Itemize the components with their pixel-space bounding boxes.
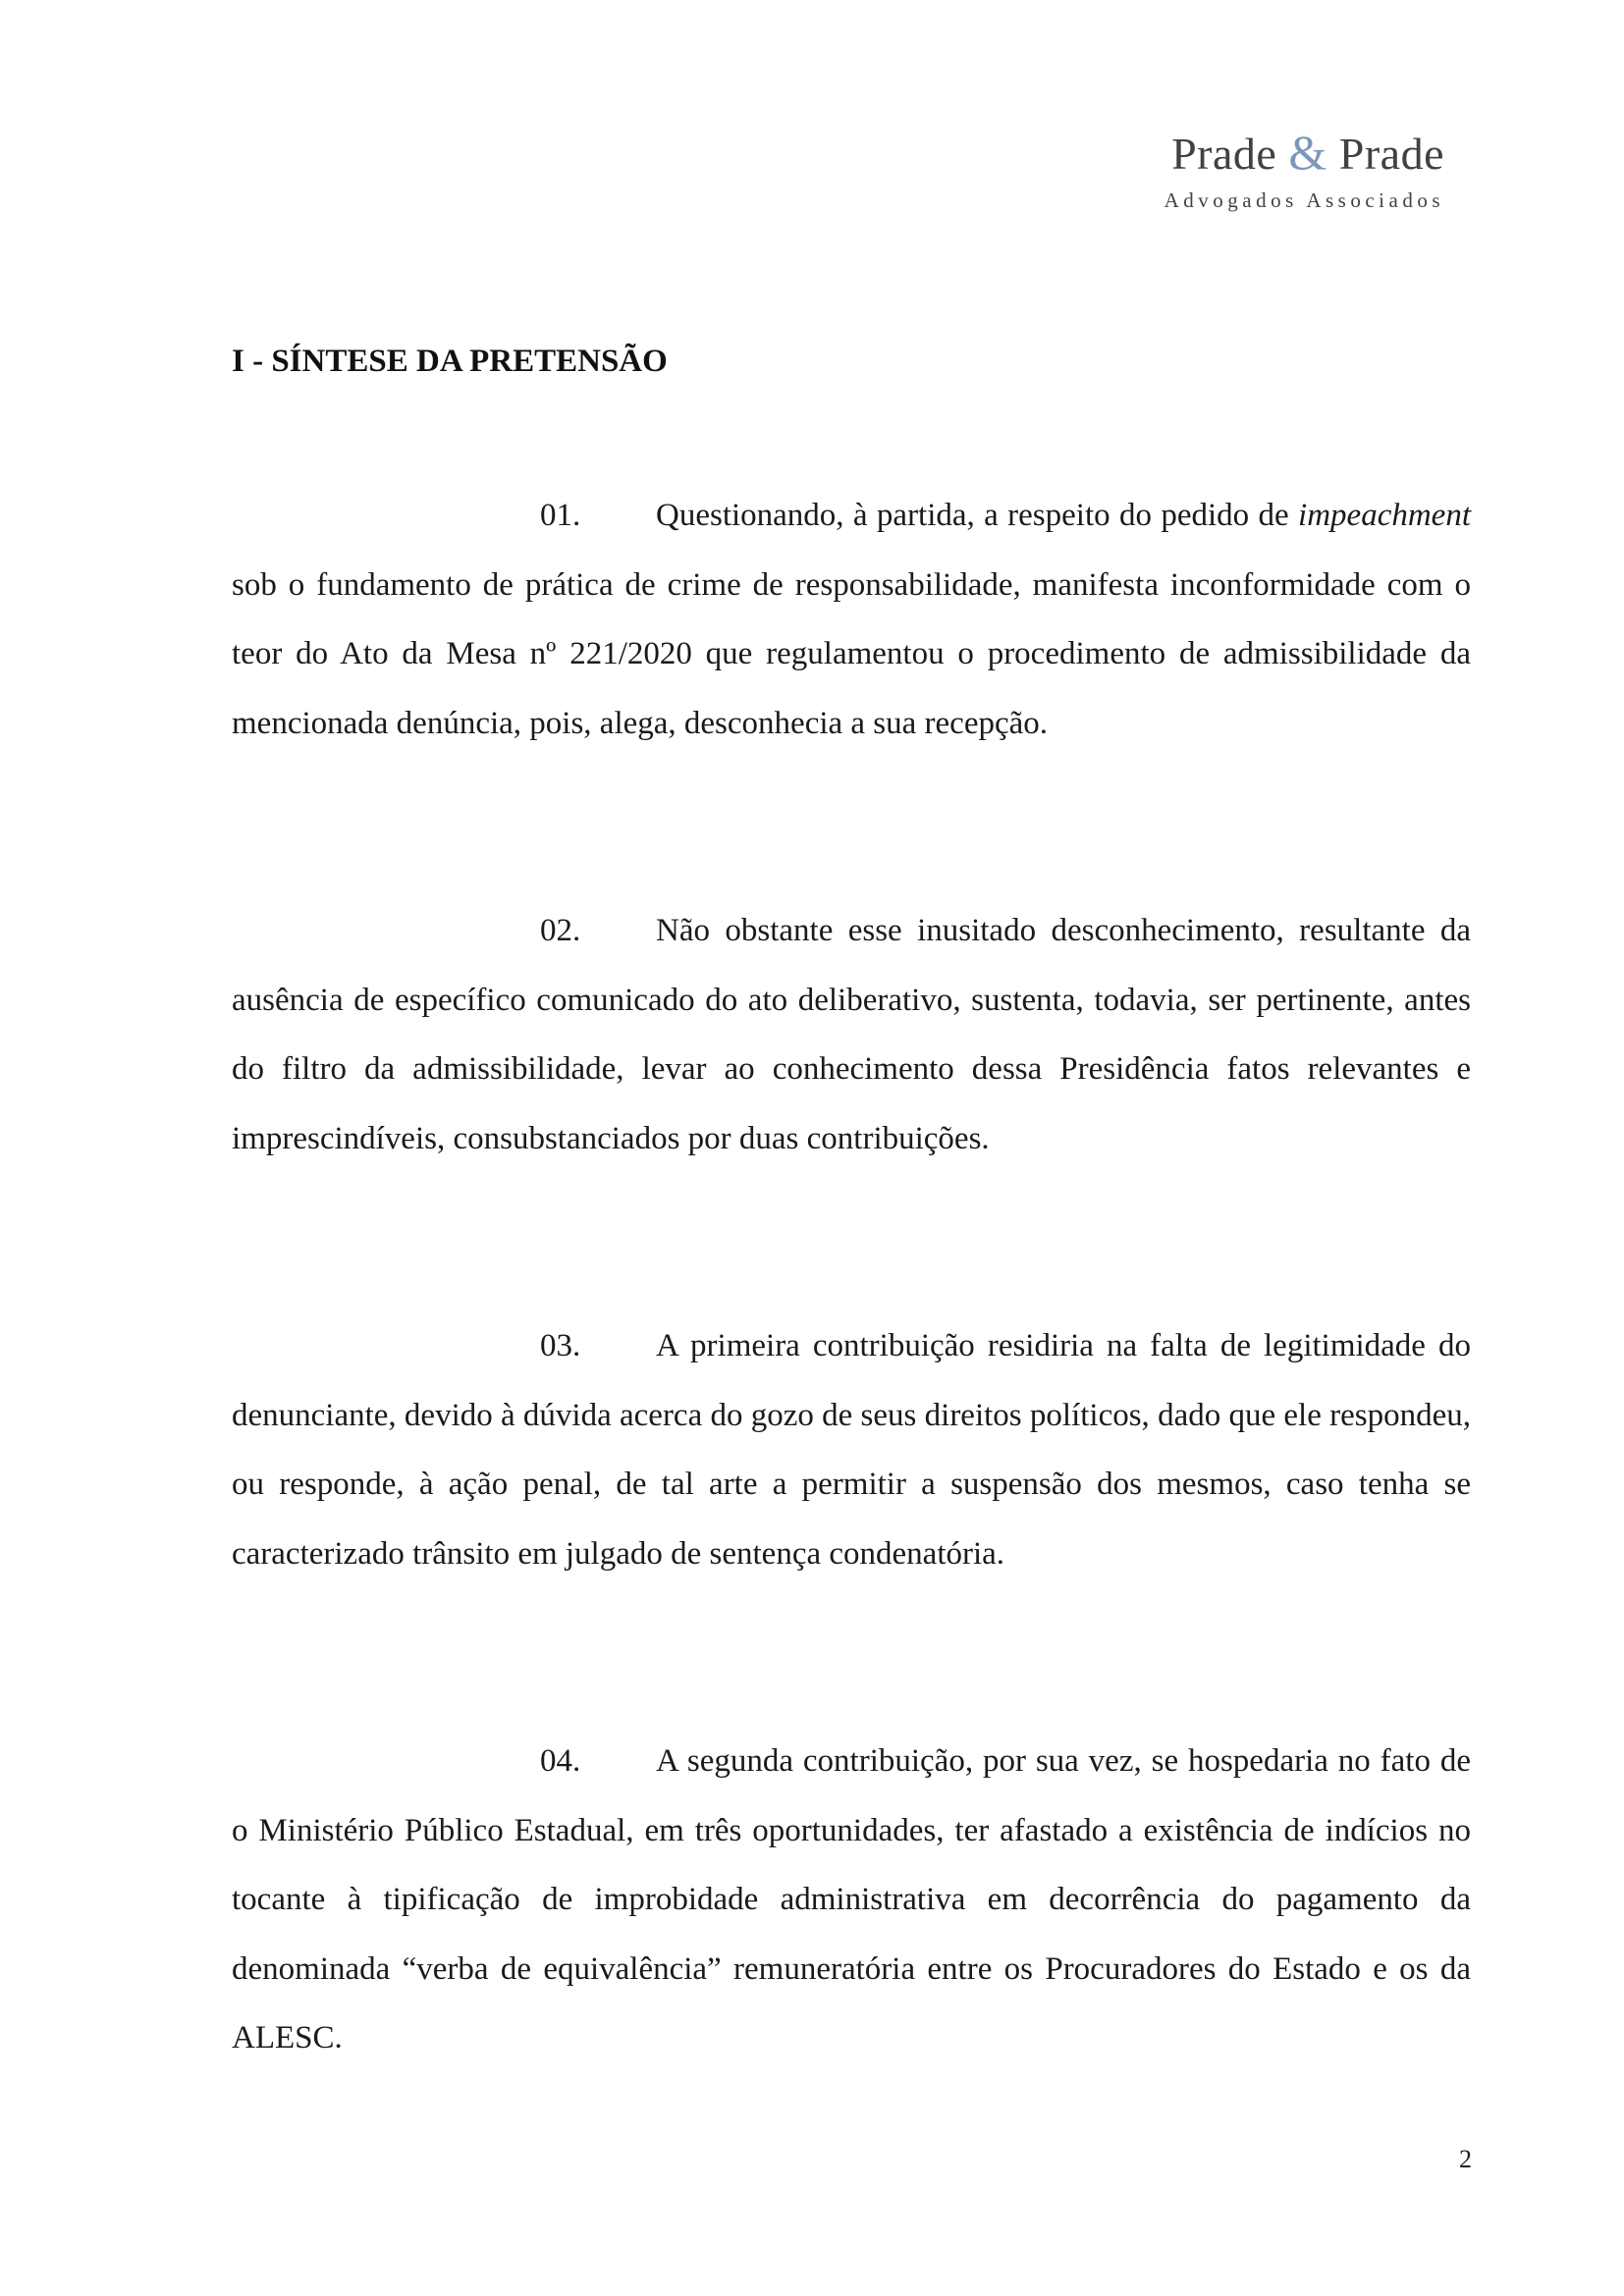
page-number: 2: [1459, 2145, 1472, 2173]
paragraph-04: [232, 1727, 1471, 2073]
ampersand-mark: &: [1288, 125, 1327, 180]
paragraph-text: sob o fundamento de prática de crime de responsabilidade, manifesta inconformidade com o teor do Ato da Mesa nº 221/2020 que regulamentou o procedimento de admissibilidade da mencionada denúncia, pois, alega, desconhecia a sua recepção.: [232, 566, 1471, 741]
paragraph-02: [232, 896, 1471, 1173]
section-heading: I - SÍNTESE DA PRETENSÃO: [232, 344, 668, 379]
paragraph-number: 03.: [540, 1328, 581, 1363]
paragraph-text: A segunda contribuição, por sua vez, se hospedaria no fato de o Ministério Público Estadual, em três oportunidades, ter afastado a existência de indícios no tocante à tipificação de improbidade administrativa em decorrência do pagamento da denominada “verba de equivalência” remuneratória entre os Procuradores do Estado e os da ALESC.: [232, 1743, 1471, 2056]
firm-subtitle: Advogados Associados: [1164, 188, 1444, 212]
paragraph-number: 01.: [540, 498, 581, 533]
firm-name-left: Prade: [1171, 129, 1277, 179]
paragraph-03: [232, 1311, 1471, 1588]
paragraph-emphasis: impeachment: [1298, 498, 1471, 533]
paragraph-01: [232, 481, 1471, 758]
firm-logo: [1164, 125, 1444, 213]
firm-name-right: Prade: [1338, 129, 1444, 179]
paragraph-lead: Questionando, à partida, a respeito do pedido de: [656, 498, 1299, 533]
paragraph-number: 02.: [540, 913, 581, 948]
paragraph-number: 04.: [540, 1743, 581, 1779]
paragraph-text: A primeira contribuição residiria na falta de legitimidade do denunciante, devido à dúvida acerca do gozo de seus direitos políticos, dado que ele respondeu, ou responde, à ação penal, de tal arte a permitir a suspensão dos mesmos, caso tenha se caracterizado trânsito em julgado de sentença condenatória.: [232, 1328, 1471, 1572]
paragraph-text: Não obstante esse inusitado desconhecimento, resultante da ausência de específico comunicado do ato deliberativo, sustenta, todavia, ser pertinente, antes do filtro da admissibilidade, levar ao conhecimento dessa Presidência fatos relevantes e imprescindíveis, consubstanciados por duas contribuições.: [232, 913, 1471, 1156]
firm-name: [1164, 125, 1444, 180]
